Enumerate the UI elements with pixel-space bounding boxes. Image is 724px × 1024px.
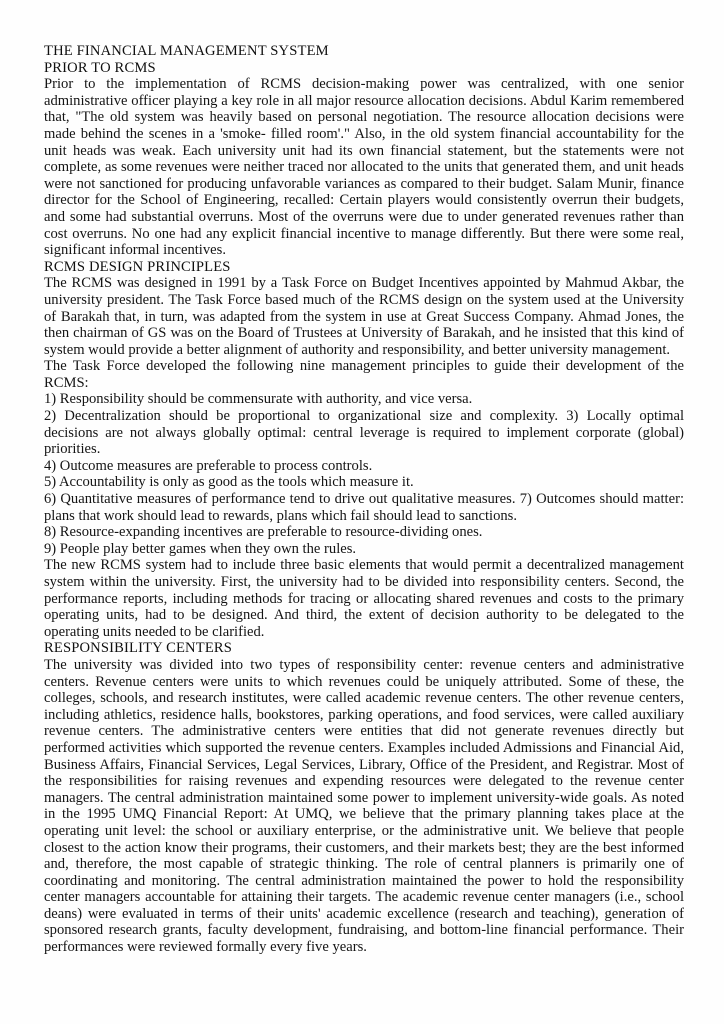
principle-1: 1) Responsibility should be commensurate with authority, and vice versa. [44,391,473,408]
paragraph-responsibility-centers: The university was divided into two types of responsibility center: revenue centers and administrative centers. Revenue centers were units to which revenues could be uniquely attributed. Some of these, the colleges, schools, and research institutes, were called academic revenue centers. The other revenue centers, including athletics, residence halls, bookstores, parking operations, and food services, were called auxiliary revenue centers. The administrative centers were entities that did not generate revenues directly but performed activities which supported the revenue centers. Examples included Admissions and Financial Aid, Business Affairs, Financial Services, Legal Services, Library, Office of the President, and Registrar. Most of the responsibilities for raising revenues and expending resources were delegated to the revenue center managers. The central administration maintained some power to implement university-wide goals. As noted in the 1995 UMQ Financial Report: At UMQ, we believe that the primary planning takes place at the operating unit level: the school or auxiliary enterprise, or the administrative unit. We believe that people closest to the action know their programs, their customers, and their markets best; they are the best informed and, therefore, the most capable of strategic thinking. The role of central planners is primarily one of coordinating and monitoring. The central administration maintained the power to hold the responsibility center managers accountable for attaining their targets. The academic revenue center managers (i.e., school deans) were evaluated in terms of their units' academic excellence (research and teaching), generation of sponsored research grants, faculty development, fundraising, and bottom-line financial performance. Their performances were reviewed formally every five years. [44,656,684,956]
principle-6-and-7: 6) Quantitative measures of performance tend to drive out qualitative measures. 7) Outcomes should matter: plans that work should lead to rewards, plans which fail should lead to sanctions. [44,491,684,524]
principle-4: 4) Outcome measures are preferable to process controls. [44,457,373,474]
document-text-column [44,43,684,956]
heading-rcms-design-principles: RCMS DESIGN PRINCIPLES [44,258,231,275]
paragraph-three-basic-elements: The new RCMS system had to include three basic elements that would permit a decentralized management system within the university. First, the university had to be divided into responsibility centers. Second, the performance reports, including methods for tracing or allocating shared revenues and costs to the primary operating units, had to be designed. And third, the extent of decision authority to be delegated to the operating units needed to be clarified. [44,557,684,640]
principle-5: 5) Accountability is only as good as the tools which measure it. [44,474,414,491]
paragraph-prior-to-rcms: Prior to the implementation of RCMS decision-making power was centralized, with one senior administrative officer playing a key role in all major resource allocation decisions. Abdul Karim remembered that, "The old system was heavily based on personal negotiation. The resource allocation decisions were made behind the scenes in a 'smoke- filled room'." Also, in the old system financial accountability for the unit heads was weak. Each university unit had its own financial statement, but the statements were not complete, as some revenues were neither traced nor allocated to the units that generated them, and unit heads were not sanctioned for producing unfavorable variances as compared to their budget. Salam Munir, finance director for the School of Engineering, recalled: Certain players would consistently overrun their budgets, and some had substantial overruns. Most of the overruns were due to under generated revenues rather than cost overruns. No one had any explicit financial incentive to manage differently. But there were some real, significant informal incentives. [44,76,684,259]
heading-responsibility-centers: RESPONSIBILITY CENTERS [44,640,233,657]
heading-prior-to-rcms: PRIOR TO RCMS [44,59,156,76]
principle-2-and-3: 2) Decentralization should be proportional to organizational size and complexity. 3) Locally optimal decisions are not always globally optimal: central leverage is required to implement corporate (global) priorities. [44,408,684,458]
principle-8: 8) Resource-expanding incentives are preferable to resource-dividing ones. [44,524,483,541]
principle-9: 9) People play better games when they own the rules. [44,540,357,557]
paragraph-rcms-design-origin: The RCMS was designed in 1991 by a Task Force on Budget Incentives appointed by Mahmud Akbar, the university president. The Task Force based much of the RCMS design on the system used at the University of Barakah that, in turn, was adapted from the system in use at Great Success Company. Ahmad Jones, the then chairman of GS was on the Board of Trustees at University of Barakah, and he insisted that this kind of system would provide a better alignment of authority and responsibility, and better university management. [44,275,684,358]
heading-financial-management-system: THE FINANCIAL MANAGEMENT SYSTEM [44,43,329,59]
paragraph-nine-principles-intro: The Task Force developed the following nine management principles to guide their development of the RCMS: [44,358,684,391]
